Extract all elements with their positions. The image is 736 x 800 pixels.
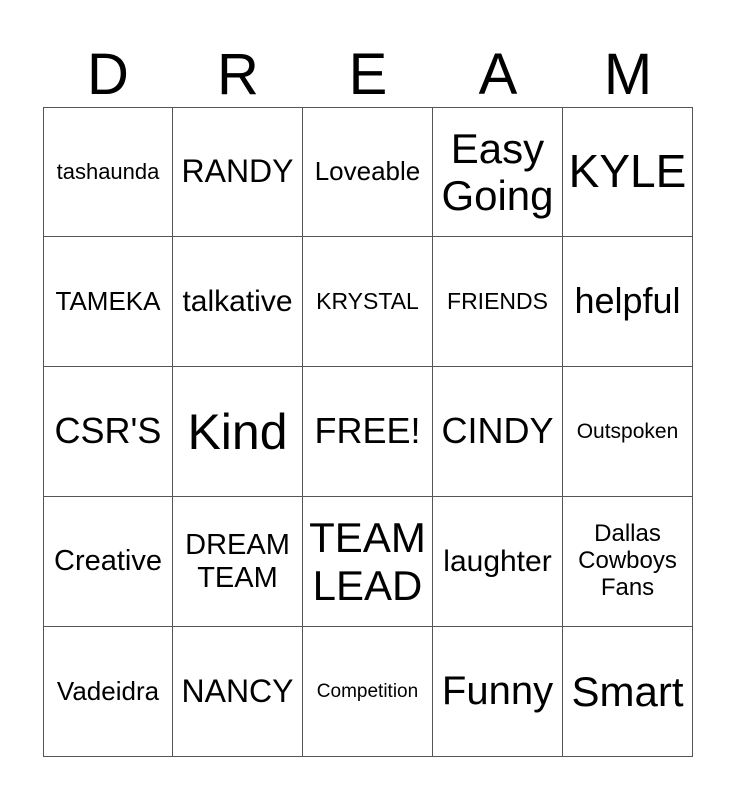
bingo-cell[interactable] bbox=[173, 627, 303, 757]
bingo-cell-text: CINDY bbox=[441, 410, 554, 452]
bingo-cell[interactable] bbox=[563, 627, 693, 757]
bingo-cell[interactable] bbox=[303, 497, 433, 627]
header-letter-a: A bbox=[478, 42, 518, 107]
bingo-cell-text: TAMEKA bbox=[55, 285, 161, 316]
bingo-cell-text: Easy Going bbox=[441, 124, 554, 219]
bingo-cell[interactable] bbox=[563, 107, 693, 237]
bingo-cell[interactable] bbox=[433, 627, 563, 757]
bingo-cell-text: DREAM TEAM bbox=[185, 529, 290, 594]
bingo-cell-text: helpful bbox=[574, 280, 681, 322]
bingo-cell[interactable] bbox=[563, 497, 693, 627]
bingo-cell-text: tashaunda bbox=[56, 158, 160, 184]
bingo-header bbox=[43, 44, 693, 106]
bingo-cell[interactable] bbox=[303, 367, 433, 497]
bingo-card-grid bbox=[43, 107, 693, 757]
bingo-cell-text: Dallas Cowboys Fans bbox=[578, 520, 677, 601]
bingo-cell[interactable] bbox=[43, 627, 173, 757]
bingo-cell-text: Outspoken bbox=[576, 419, 679, 443]
bingo-cell-text: FRIENDS bbox=[447, 287, 548, 314]
bingo-cell[interactable] bbox=[303, 107, 433, 237]
bingo-cell[interactable] bbox=[303, 237, 433, 367]
bingo-cell[interactable] bbox=[43, 497, 173, 627]
bingo-cell-text: Creative bbox=[54, 545, 162, 578]
header-letter-r: R bbox=[217, 42, 259, 107]
bingo-cell[interactable] bbox=[43, 367, 173, 497]
header-letter-d: D bbox=[87, 42, 129, 107]
bingo-cell[interactable] bbox=[173, 237, 303, 367]
bingo-cell-text: Kind bbox=[187, 403, 288, 460]
bingo-cell-text: KYLE bbox=[568, 145, 687, 198]
bingo-cell[interactable] bbox=[433, 107, 563, 237]
bingo-cell[interactable] bbox=[433, 237, 563, 367]
bingo-cell-text: FREE! bbox=[314, 410, 421, 452]
bingo-cell-text: KRYSTAL bbox=[316, 287, 419, 314]
bingo-cell-text: laughter bbox=[443, 544, 552, 578]
bingo-cell-text: Competition bbox=[316, 680, 419, 702]
bingo-cell-text: Funny bbox=[441, 669, 554, 714]
bingo-cell-text: RANDY bbox=[181, 153, 294, 190]
bingo-cell-text: TEAM LEAD bbox=[309, 514, 426, 609]
bingo-cell[interactable] bbox=[433, 367, 563, 497]
bingo-cell-text: Vadeidra bbox=[56, 675, 160, 706]
bingo-cell[interactable] bbox=[173, 497, 303, 627]
bingo-cell[interactable] bbox=[303, 627, 433, 757]
bingo-cell-text: Smart bbox=[571, 667, 684, 715]
bingo-cell-text: talkative bbox=[182, 284, 293, 318]
bingo-cell-text: CSR'S bbox=[54, 410, 162, 452]
bingo-cell[interactable] bbox=[43, 107, 173, 237]
bingo-cell[interactable] bbox=[563, 237, 693, 367]
header-letter-e: E bbox=[348, 42, 388, 107]
bingo-cell[interactable] bbox=[43, 237, 173, 367]
bingo-cell[interactable] bbox=[563, 367, 693, 497]
bingo-cell-text: NANCY bbox=[181, 672, 294, 709]
bingo-cell-text: Loveable bbox=[314, 156, 421, 187]
bingo-cell[interactable] bbox=[173, 367, 303, 497]
bingo-cell[interactable] bbox=[433, 497, 563, 627]
bingo-cell[interactable] bbox=[173, 107, 303, 237]
header-letter-m: M bbox=[603, 42, 653, 107]
